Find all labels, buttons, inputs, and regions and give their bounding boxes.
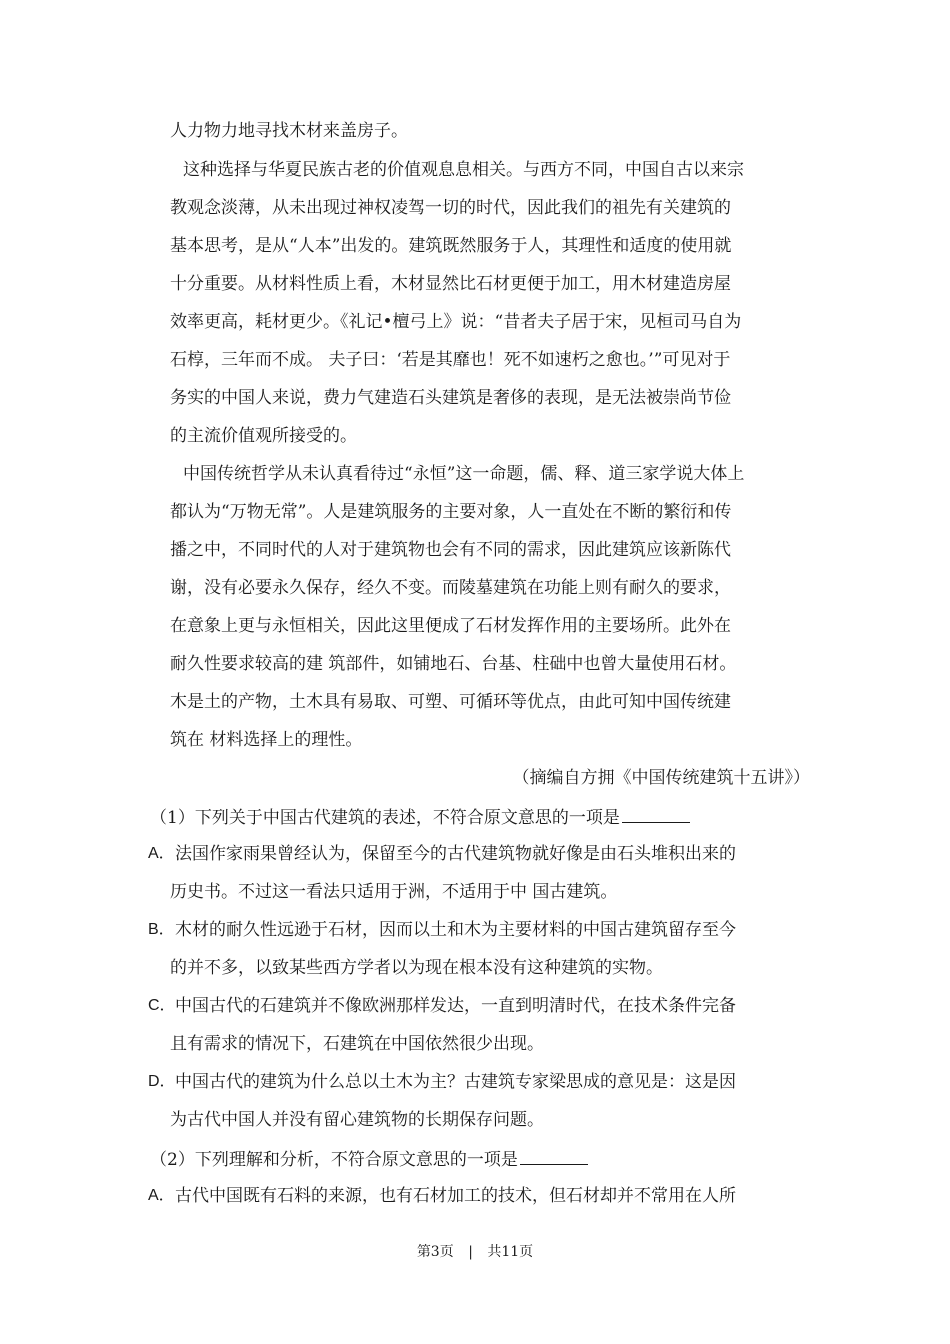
passage-line: 效率更高，耗材更少。《礼记•檀弓上》说：“昔者夫子居于宋，见桓司马自为 <box>170 312 742 332</box>
option-label-c: C． <box>148 997 176 1014</box>
passage-line: 筑在 材料选择上的理性。 <box>170 730 363 750</box>
source-citation: （摘编自方拥《中国传统建筑十五讲》） <box>512 768 810 788</box>
passage-line: 这种选择与华夏民族古老的价值观息息相关。与西方不同，中国自古以来宗 <box>183 160 744 180</box>
option-text: 历史书。不过这一看法只适用于洲，不适用于中 国古建筑。 <box>170 882 618 902</box>
option-text: 的并不多，以致某些西方学者以为现在根本没有这种建筑的实物。 <box>170 958 663 978</box>
passage-line: 在意象上更与永恒相关，因此这里便成了石材发挥作用的主要场所。此外在 <box>170 616 731 636</box>
footer-separator: | <box>468 1244 473 1260</box>
option-text: 古代中国既有石料的来源，也有石材加工的技术，但石材却并不常用在人所 <box>175 1186 736 1206</box>
question-stem-text: （1）下列关于中国古代建筑的表述，不符合原文意思的一项是 <box>150 808 620 828</box>
option-label-a: A． <box>148 1187 175 1204</box>
answer-blank[interactable] <box>622 804 690 823</box>
passage-line: 播之中，不同时代的人对于建筑物也会有不同的需求，因此建筑应该新陈代 <box>170 540 731 560</box>
passage-line: 务实的中国人来说，费力气建造石头建筑是奢侈的表现，是无法被崇尚节俭 <box>170 388 731 408</box>
option-text: 法国作家雨果曾经认为，保留至今的古代建筑物就好像是由石头堆积出来的 <box>175 844 736 864</box>
option-text: 中国古代的石建筑并不像欧洲那样发达，一直到明清时代，在技术条件完备 <box>175 996 736 1016</box>
page-total: 共11页 <box>487 1244 534 1260</box>
passage-line: 人力物力地寻找木材来盖房子。 <box>170 121 408 141</box>
passage-line: 十分重要。从材料性质上看，木材显然比石材更便于加工，用木材建造房屋 <box>170 274 731 294</box>
answer-blank[interactable] <box>520 1146 588 1165</box>
passage-line: 耐久性要求较高的建 筑部件，如铺地石、台基、柱础中也曾大量使用石材。 <box>170 654 737 674</box>
passage-line: 教观念淡薄，从未出现过神权凌驾一切的时代，因此我们的祖先有关建筑的 <box>170 198 731 218</box>
passage-line: 木是土的产物，土木具有易取、可塑、可循环等优点，由此可知中国传统建 <box>170 692 731 712</box>
passage-line: 石椁，三年而不成。 夫子曰：‘若是其靡也！死不如速朽之愈也。’”可见对于 <box>170 350 731 370</box>
passage-line: 中国传统哲学从未认真看待过“永恒”这一命题，儒、释、道三家学说大体上 <box>183 464 745 484</box>
question-stem <box>150 1146 588 1172</box>
passage-line: 的主流价值观所接受的。 <box>170 426 357 446</box>
option-label-b: B． <box>148 921 175 938</box>
option-text: 为古代中国人并没有留心建筑物的长期保存问题。 <box>170 1110 544 1130</box>
option-text: 中国古代的建筑为什么总以土木为主？古建筑专家梁思成的意见是：这是因 <box>175 1072 736 1092</box>
passage-line: 都认为“万物无常”。人是建筑服务的主要对象，人一直处在不断的繁衍和传 <box>170 502 732 522</box>
option-text: 木材的耐久性远逊于石材，因而以土和木为主要材料的中国古建筑留存至今 <box>175 920 736 940</box>
page-footer <box>0 1242 950 1262</box>
passage-line: 基本思考，是从“人本”出发的。建筑既然服务于人，其理性和适度的使用就 <box>170 236 732 256</box>
page-number: 第3页 <box>416 1244 454 1260</box>
question-stem <box>150 804 690 830</box>
question-stem-text: （2）下列理解和分析，不符合原文意思的一项是 <box>150 1150 518 1170</box>
option-label-d: D． <box>148 1073 176 1090</box>
option-label-a: A． <box>148 845 175 862</box>
option-text: 且有需求的情况下，石建筑在中国依然很少出现。 <box>170 1034 544 1054</box>
passage-line: 谢，没有必要永久保存，经久不变。而陵墓建筑在功能上则有耐久的要求， <box>170 578 731 598</box>
